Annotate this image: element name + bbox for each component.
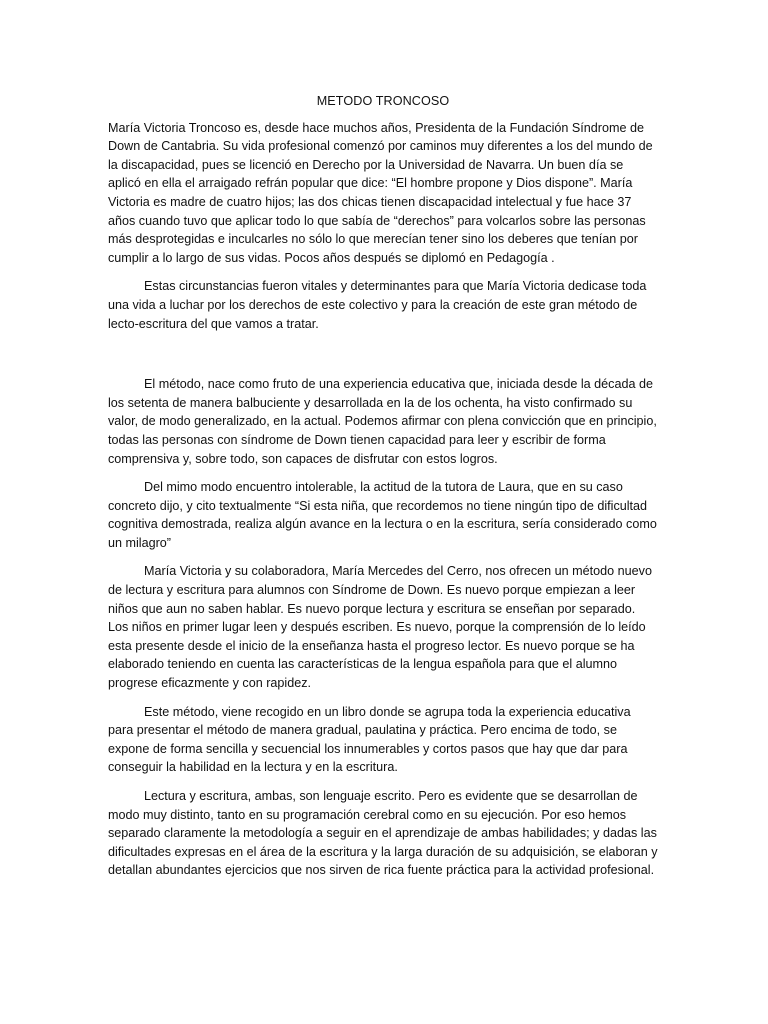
paragraph-spacer bbox=[108, 343, 658, 375]
paragraph-new-method: María Victoria y su colaboradora, María Mercedes del Cerro, nos ofrecen un método nuevo de lectura y escritura para alumnos con Síndrome de Down. Es nuevo porque empiezan a leer niños que aun no saben hablar. Es nuevo porque lectura y escritura se enseñan por separado. Los niños en primer lugar leen y después escriben. Es nuevo, porque la comprensión de lo leído esta presente desde el inicio de la enseñanza hasta el progreso lector. Es nuevo porque se ha elaborado teniendo en cuenta las características de la lengua española para que el alumno progrese eficazmente y con rapidez. bbox=[108, 564, 652, 691]
paragraph-method-origin: El método, nace como fruto de una experiencia educativa que, iniciada desde la década de los setenta de manera balbuciente y desarrollada en la de los ochenta, ha visto confirmado su valor, de modo generalizado, en la actual. Podemos afirmar con plena convicción que en principio, todas las personas con síndrome de Down tienen capacidad para leer y escribir de forma comprensiva y, sobre todo, son capaces de disfrutar con estos logros. bbox=[108, 377, 657, 466]
paragraph-tutor-quote: Del mimo modo encuentro intolerable, la actitud de la tutora de Laura, que en su caso concreto dijo, y cito textualmente “Si esta niña, que recordemos no tiene ningún tipo de dificultad cognitiva demostrada, realiza algún avance en la lectura o en la escritura, sería considerado como un milagro” bbox=[108, 480, 657, 550]
paragraph-circumstances: Estas circunstancias fueron vitales y determinantes para que María Victoria dedicase toda una vida a luchar por los derechos de este colectivo y para la creación de este gran método de lecto-escritura del que vamos a tratar. bbox=[108, 279, 647, 331]
document-page bbox=[108, 92, 658, 890]
paragraph-book: Este método, viene recogido en un libro donde se agrupa toda la experiencia educativa para presentar el método de manera gradual, paulatina y práctica. Pero encima de todo, se expone de forma sencilla y secuencial los innumerables y cortos pasos que hay que dar para conseguir la habilidad en la lectura y en la escritura. bbox=[108, 704, 631, 775]
paragraph-intro: María Victoria Troncoso es, desde hace muchos años, Presidenta de la Fundación Síndrome de Down de Cantabria. Su vida profesional comenzó por caminos muy diferentes a los del mundo de la discapacidad, pues se licenció en Derecho por la Universidad de Navarra. Un buen día se aplicó en ella el arraigado refrán popular que dice: “El hombre propone y Dios dispone”. María Victoria es madre de cuatro hijos; las dos chicas tienen discapacidad intelectual y fue hace 37 años cuando tuvo que aplicar todo lo que sabía de “derechos” para volcarlos sobre las personas más desprotegidas e inculcarles no sólo lo que merecían tener sino los deberes que tenían por cumplir a lo largo de sus vidas. Pocos años después se diplomó en Pedagogía . bbox=[108, 120, 653, 265]
paragraph-reading-writing: Lectura y escritura, ambas, son lenguaje escrito. Pero es evidente que se desarrollan de modo muy distinto, tanto en su programación cerebral como en su ejecución. Por eso hemos separado claramente la metodología a seguir en el aprendizaje de ambas habilidades; y dadas las dificultades expresas en el área de la escritura y la larga duración de su adquisición, se elaboran y detallan abundantes ejercicios que nos sirven de rica fuente práctica para la actividad profesional. bbox=[108, 789, 658, 878]
document-title: METODO TRONCOSO bbox=[316, 94, 450, 108]
